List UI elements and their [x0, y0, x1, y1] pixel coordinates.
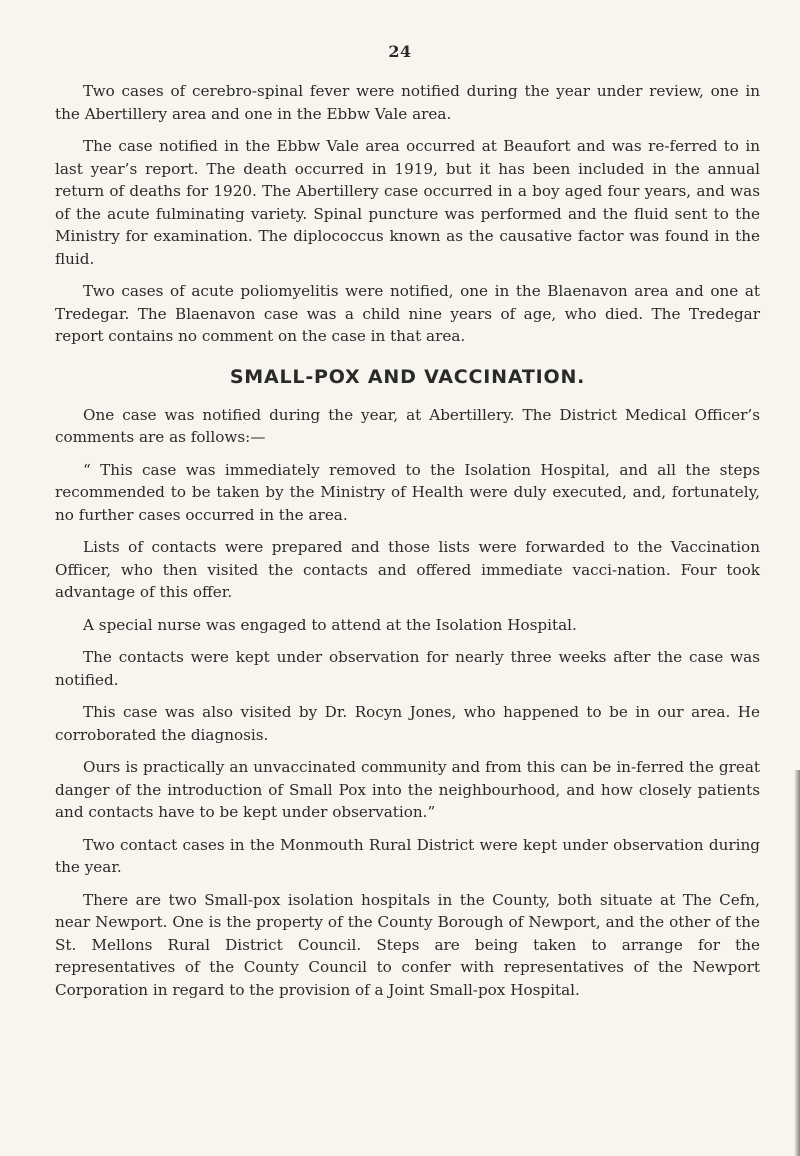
paragraph-quote-isolation: “ This case was immediately removed to the Isolation Hospital, and all the steps recommended to be taken by the Ministry of Health were duly executed, and, fortunately, no further cases occurred in the area.: [55, 460, 760, 524]
page-number: 24: [388, 42, 412, 61]
paragraph-quote-unvaccinated: Ours is practically an unvaccinated community and from this can be in-ferred the great danger of the introduction of Small Pox into the neighbourhood, and how closely patients and contacts have to be kept under observation.”: [55, 758, 760, 821]
body-text: [55, 80, 760, 1011]
paragraph-monmouth-contacts: Two contact cases in the Monmouth Rural District were kept under observation during the year.: [55, 835, 760, 876]
paragraph-poliomyelitis: Two cases of acute poliomyelitis were notified, one in the Blaenavon area and one at Tredegar. The Blaenavon case was a child nine years of age, who died. The Tredegar report contains no comment on the case in that area.: [55, 282, 760, 345]
paragraph-quote-nurse: A special nurse was engaged to attend at the Isolation Hospital.: [83, 615, 577, 634]
paragraph-ebbw-vale-case: The case notified in the Ebbw Vale area occurred at Beaufort and was re-ferred to in last year’s report. The death occurred in 1919, but it has been included in the annual return of deaths for 1920. The Abertillery case occurred in a boy aged four years, and was of the acute fulminating variety. Spinal puncture was performed and the fluid sent to the Ministry for examination. The diplococcus known as the causative factor was found in the fluid.: [55, 137, 760, 268]
page-edge-shadow: [794, 770, 800, 1156]
paragraph-cerebro-spinal: Two cases of cerebro-spinal fever were notified during the year under review, one in the Abertillery area and one in the Ebbw Vale area.: [55, 82, 760, 123]
paragraph-quote-observation: The contacts were kept under observation for nearly three weeks after the case was notified.: [55, 648, 760, 689]
paragraph-quote-dr-jones: This case was also visited by Dr. Rocyn Jones, who happened to be in our area. He corroborated the diagnosis.: [55, 703, 760, 744]
paragraph-isolation-hospitals: There are two Small-pox isolation hospitals in the County, both situate at The Cefn, near Newport. One is the property of the County Borough of Newport, and the other of the St. Mellons Rural District Council. Steps are being taken to arrange for the representatives of the County Council to confer with representatives of the Newport Corporation in regard to the provision of a Joint Small-pox Hospital.: [55, 890, 760, 999]
paragraph-smallpox-case: One case was notified during the year, at Abertillery. The District Medical Officer’s comments are as follows:—: [55, 405, 760, 446]
section-heading: SMALL-POX AND VACCINATION.: [229, 365, 586, 388]
paragraph-quote-contacts: Lists of contacts were prepared and those lists were forwarded to the Vaccination Officer, who then visited the contacts and offered immediate vacci-nation. Four took advantage of this offer.: [55, 538, 760, 601]
